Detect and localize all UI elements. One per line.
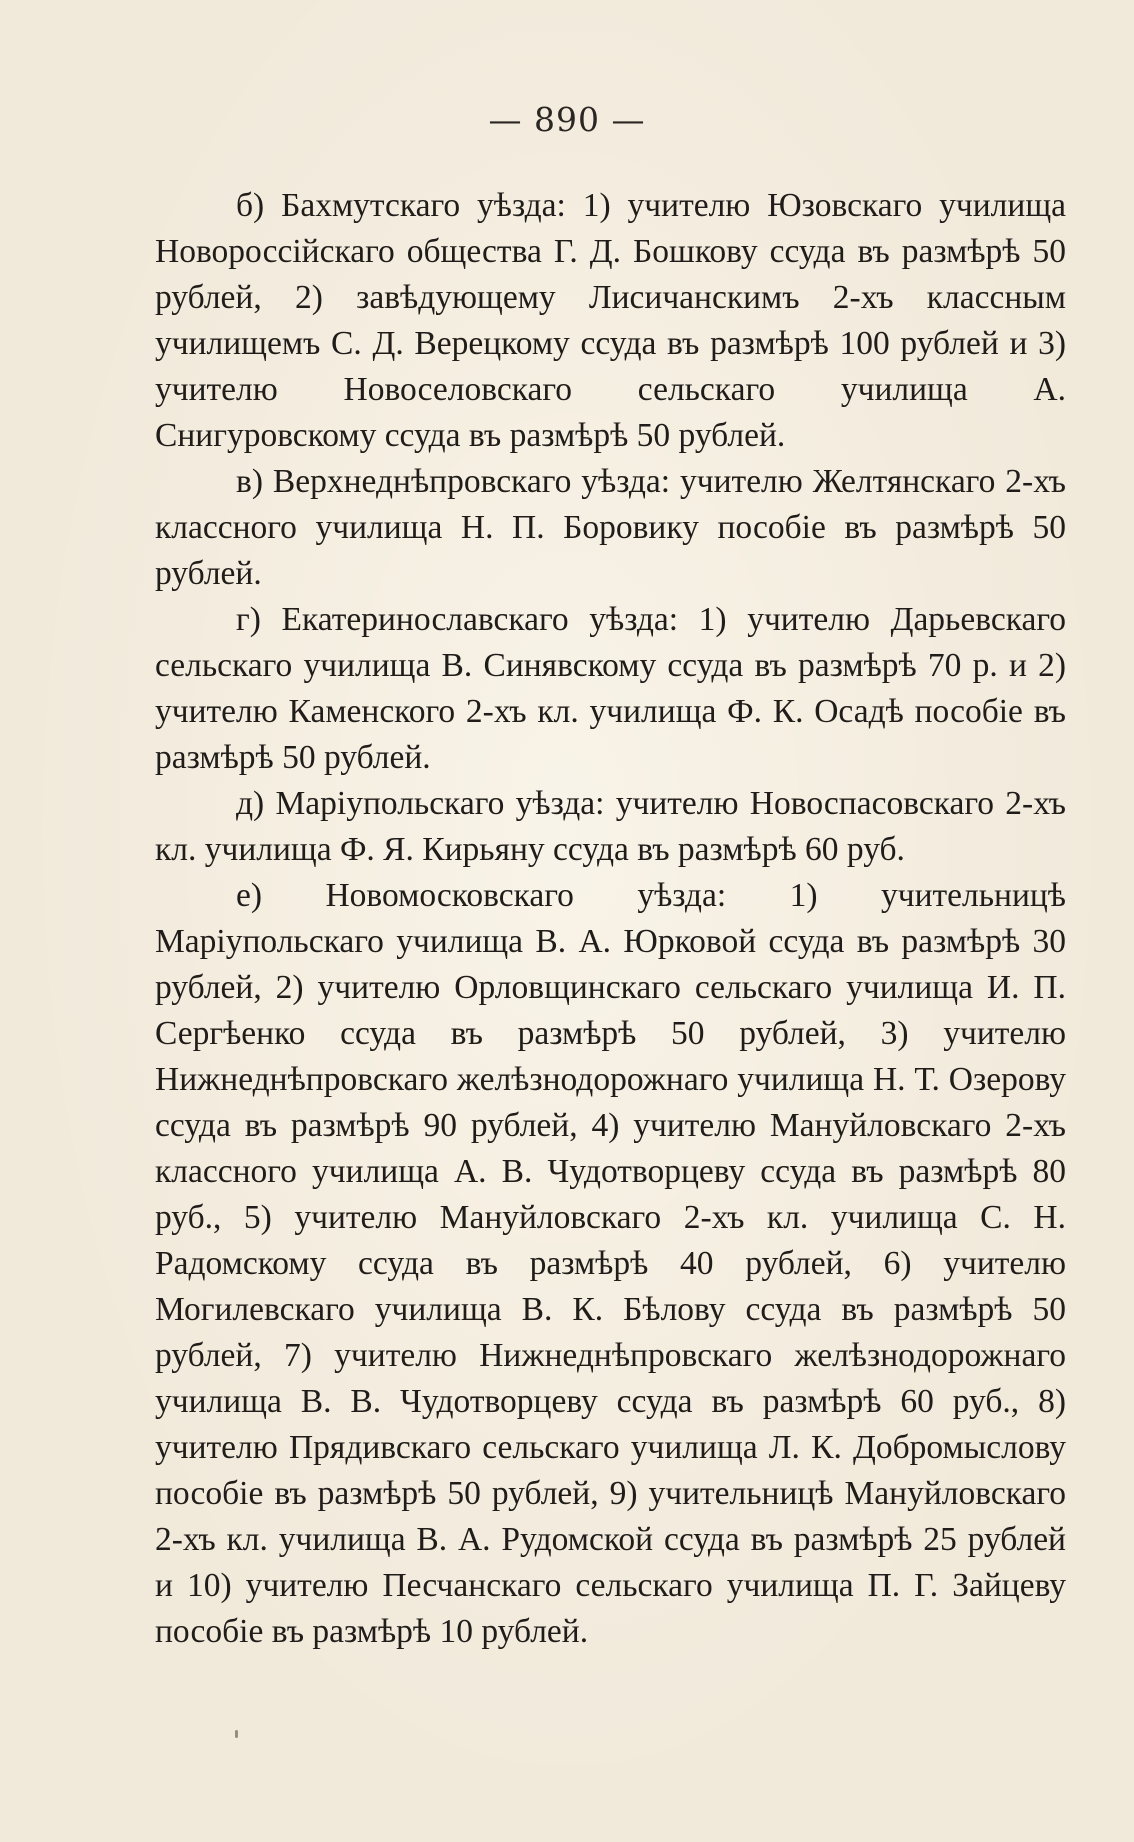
ink-speck	[235, 1730, 238, 1738]
paragraph-verkhnedneprovsk: в) Верхнеднѣпровскаго уѣзда: учителю Желтянскаго 2-хъ классного училища Н. П. Боровику пособіе въ размѣрѣ 50 рублей.	[155, 463, 1066, 592]
paragraph-ekaterinoslav: г) Екатеринославскаго уѣзда: 1) учителю Дарьевскаго сельскаго училища В. Синявскому ссуда въ размѣрѣ 70 р. и 2) учителю Каменского 2-хъ кл. училища Ф. К. Осадѣ пособіе въ размѣрѣ 50 рублей.	[155, 601, 1066, 776]
page-number: — 890 —	[488, 100, 646, 139]
paragraph-novomoskovsk: е) Новомосковскаго уѣзда: 1) учительницѣ Маріупольскаго училища В. А. Юрковой ссуда въ размѣрѣ 30 рублей, 2) учителю Орловщинскаго сельскаго училища И. П. Сергѣенко ссуда въ размѣрѣ 50 рублей, 3) учителю Нижнеднѣпровскаго желѣзнодорожнаго училища Н. Т. Озерову ссуда въ размѣрѣ 90 рублей, 4) учителю Мануйловскаго 2-хъ классного училища А. В. Чудотворцеву ссуда въ размѣрѣ 80 руб., 5) учителю Мануйловскаго 2-хъ кл. училища С. Н. Радомскому ссуда въ размѣрѣ 40 рублей, 6) учителю Могилевскаго училища В. К. Бѣлову ссуда въ размѣрѣ 50 рублей, 7) учителю Нижнеднѣпровскаго желѣзнодорожнаго училища В. В. Чудотворцеву ссуда въ размѣрѣ 60 руб., 8) учителю Прядивскаго сельскаго училища Л. К. Добромыслову пособіе въ размѣрѣ 50 рублей, 9) учительницѣ Мануйловскаго 2-хъ кл. училища В. А. Рудомской ссуда въ размѣрѣ 25 рублей и 10) учителю Песчанскаго сельскаго училища П. Г. Зайцеву пособіе въ размѣрѣ 10 рублей.	[155, 877, 1066, 1650]
body-text	[155, 183, 1066, 1655]
paragraph-mariupol: д) Маріупольскаго уѣзда: учителю Новоспасовскаго 2-хъ кл. училища Ф. Я. Кирьяну ссуда въ размѣрѣ 60 руб.	[155, 785, 1066, 868]
paragraph-bakhmut: б) Бахмутскаго уѣзда: 1) учителю Юзовскаго училища Новороссійскаго общества Г. Д. Бошкову ссуда въ размѣрѣ 50 рублей, 2) завѣдующему Лисичанскимъ 2-хъ классным училищемъ С. Д. Верецкому ссуда въ размѣрѣ 100 рублей и 3) учителю Новоселовскаго сельскаго училища А. Снигуровскому ссуда въ размѣрѣ 50 рублей.	[155, 187, 1066, 454]
